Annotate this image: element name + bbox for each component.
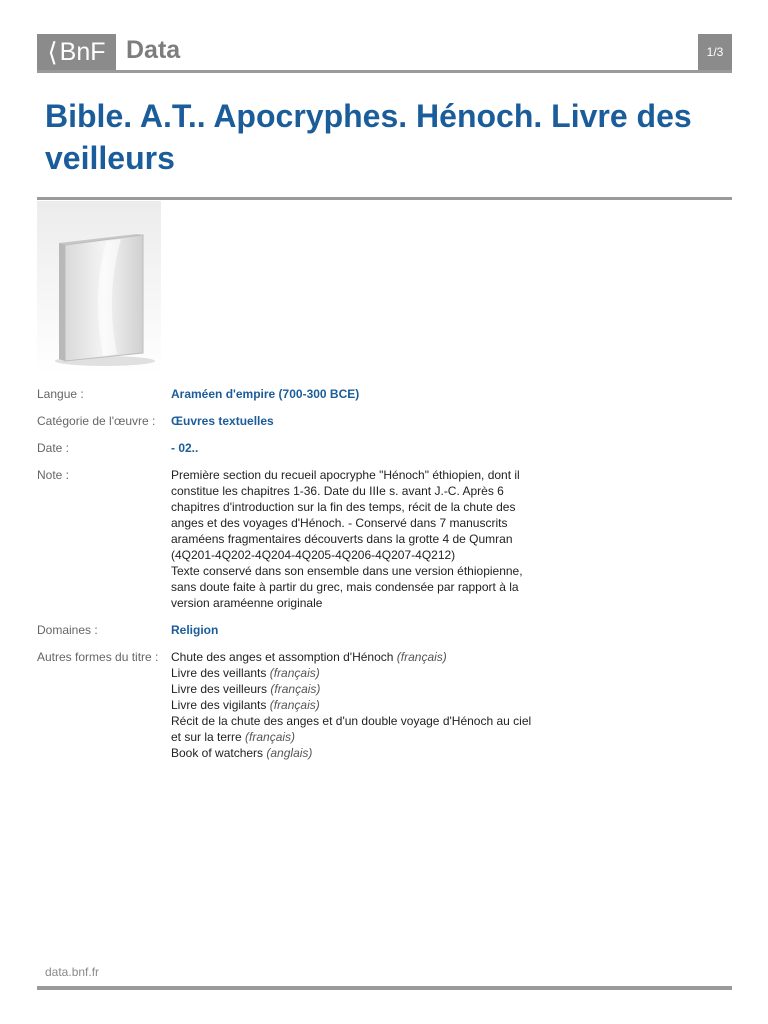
note-line: araméens fragmentaires découverts dans la grotte 4 de Qumran xyxy=(171,532,513,546)
form-text: Chute des anges et assomption d'Hénoch xyxy=(171,650,394,664)
field-autres-formes xyxy=(37,649,557,761)
form-text: et sur la terre xyxy=(171,730,242,744)
list-item xyxy=(171,697,557,713)
form-language: (anglais) xyxy=(266,746,313,760)
note-line: Première section du recueil apocryphe "Hénoch" éthiopien, dont il xyxy=(171,468,520,482)
note-line: Texte conservé dans son ensemble dans une version éthiopienne, xyxy=(171,564,523,578)
note-line: constitue les chapitres 1-36. Date du IIIe s. avant J.-C. Après 6 xyxy=(171,484,504,498)
domaines-link[interactable]: Religion xyxy=(171,623,219,637)
book-cover-icon xyxy=(37,201,161,374)
list-item xyxy=(171,665,557,681)
categorie-link[interactable]: Œuvres textuelles xyxy=(171,414,274,428)
form-language: (français) xyxy=(269,698,320,712)
date-link[interactable]: - 02.. xyxy=(171,441,199,455)
bnf-logo[interactable] xyxy=(37,34,116,70)
list-item xyxy=(171,713,557,729)
footer-url[interactable]: data.bnf.fr xyxy=(45,965,100,979)
form-text: Livre des veillants xyxy=(171,666,267,680)
field-label: Langue : xyxy=(37,387,84,401)
field-label: Domaines : xyxy=(37,623,98,637)
bracket-icon: ⟨ xyxy=(47,36,58,67)
note-line: (4Q201-4Q202-4Q204-4Q205-4Q206-4Q207-4Q212) xyxy=(171,548,456,562)
note-line: sans doute faite à partir du grec, mais condensée par rapport à la xyxy=(171,580,519,594)
header-bar xyxy=(37,34,732,73)
form-language: (français) xyxy=(269,666,320,680)
langue-link[interactable]: Araméen d'empire (700-300 BCE) xyxy=(171,387,360,401)
note-line: version araméenne originale xyxy=(171,596,323,610)
note-line: anges et des voyages d'Hénoch. - Conservé dans 7 manuscrits xyxy=(171,516,508,530)
record-metadata xyxy=(37,386,557,772)
form-text: Book of watchers xyxy=(171,746,264,760)
cover-image xyxy=(37,201,161,374)
field-label: Autres formes du titre : xyxy=(37,650,159,664)
form-language: (français) xyxy=(245,730,296,744)
form-text: Récit de la chute des anges et d'un double voyage d'Hénoch au ciel xyxy=(171,714,532,728)
form-language: (français) xyxy=(270,682,321,696)
field-label: Note : xyxy=(37,468,70,482)
field-label: Catégorie de l'œuvre : xyxy=(37,414,156,428)
form-text: Livre des vigilants xyxy=(171,698,267,712)
list-item xyxy=(171,729,557,745)
form-language: (français) xyxy=(396,650,447,664)
page-title: Bible. A.T.. Apocryphes. Hénoch. Livre des veilleurs xyxy=(45,98,692,176)
list-item xyxy=(171,649,557,665)
list-item xyxy=(171,681,557,697)
title-divider xyxy=(37,197,732,200)
note-text xyxy=(171,467,557,611)
brand-label[interactable]: Data xyxy=(126,36,181,64)
field-date xyxy=(37,440,557,456)
form-text: Livre des veilleurs xyxy=(171,682,268,696)
field-domaines xyxy=(37,622,557,638)
autres-formes-list xyxy=(171,649,557,761)
field-note xyxy=(37,467,557,611)
field-langue xyxy=(37,386,557,402)
list-item xyxy=(171,745,557,761)
note-line: chapitres d'introduction sur la fin des temps, récit de la chute des xyxy=(171,500,516,514)
logo-text: BnF xyxy=(59,37,106,66)
footer-divider xyxy=(37,986,732,990)
field-label: Date : xyxy=(37,441,70,455)
page-indicator: 1/3 xyxy=(698,34,732,70)
field-categorie xyxy=(37,413,557,429)
